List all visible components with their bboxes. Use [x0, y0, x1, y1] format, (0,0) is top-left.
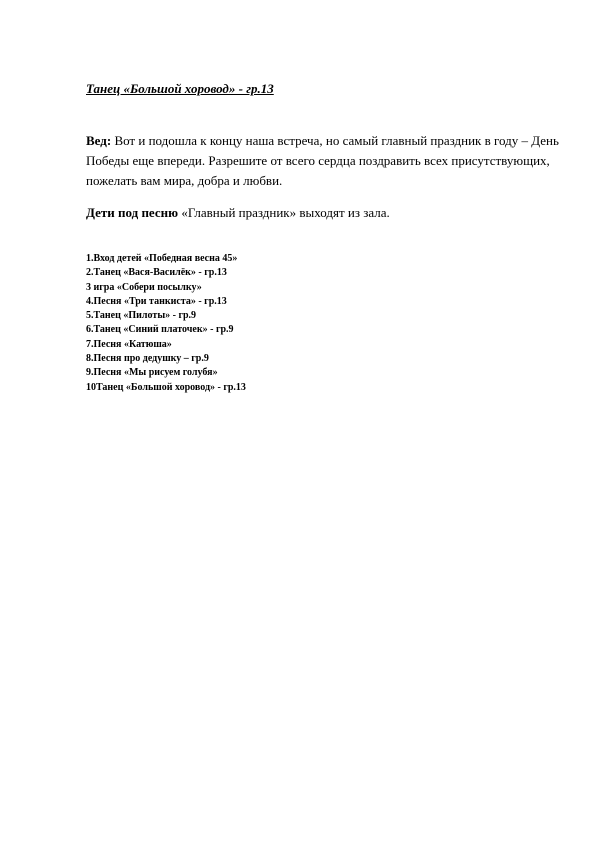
list-item: 5.Танец «Пилоты» - гр.9 — [86, 310, 197, 322]
section-heading: Танец «Большой хоровод» - гр.13 — [86, 81, 274, 96]
list-item: 7.Песня «Катюша» — [86, 338, 172, 350]
list-item: 8.Песня про дедушку – гр.9 — [86, 353, 209, 365]
speaker-label: Вед: — [86, 133, 112, 148]
list-item: 2.Танец «Вася-Василёк» - гр.13 — [86, 267, 227, 279]
exit-lead: Дети под песню — [86, 205, 179, 220]
list-item: 1.Вход детей «Победная весна 45» — [86, 253, 238, 264]
list-item: 6.Танец «Синий платочек» - гр.9 — [86, 324, 234, 336]
exit-text: «Главный праздник» выходят из зала. — [178, 205, 390, 220]
presenter-paragraph — [86, 131, 566, 191]
list-item: 10Танец «Большой хоровод» - гр.13 — [86, 381, 246, 393]
program-list — [86, 252, 246, 395]
list-item: 3 игра «Собери посылку» — [86, 281, 202, 293]
list-item: 4.Песня «Три танкиста» - гр.13 — [86, 295, 227, 307]
list-item: 9.Песня «Мы рисуем голубя» — [86, 367, 218, 379]
presenter-text: Вот и подошла к концу наша встреча, но самый главный праздник в году – День Победы еще впереди. Разрешите от всего сердца поздравить всех присутствующих, пожелать вам мира, добра и любви. — [86, 133, 559, 188]
exit-paragraph — [86, 203, 566, 223]
